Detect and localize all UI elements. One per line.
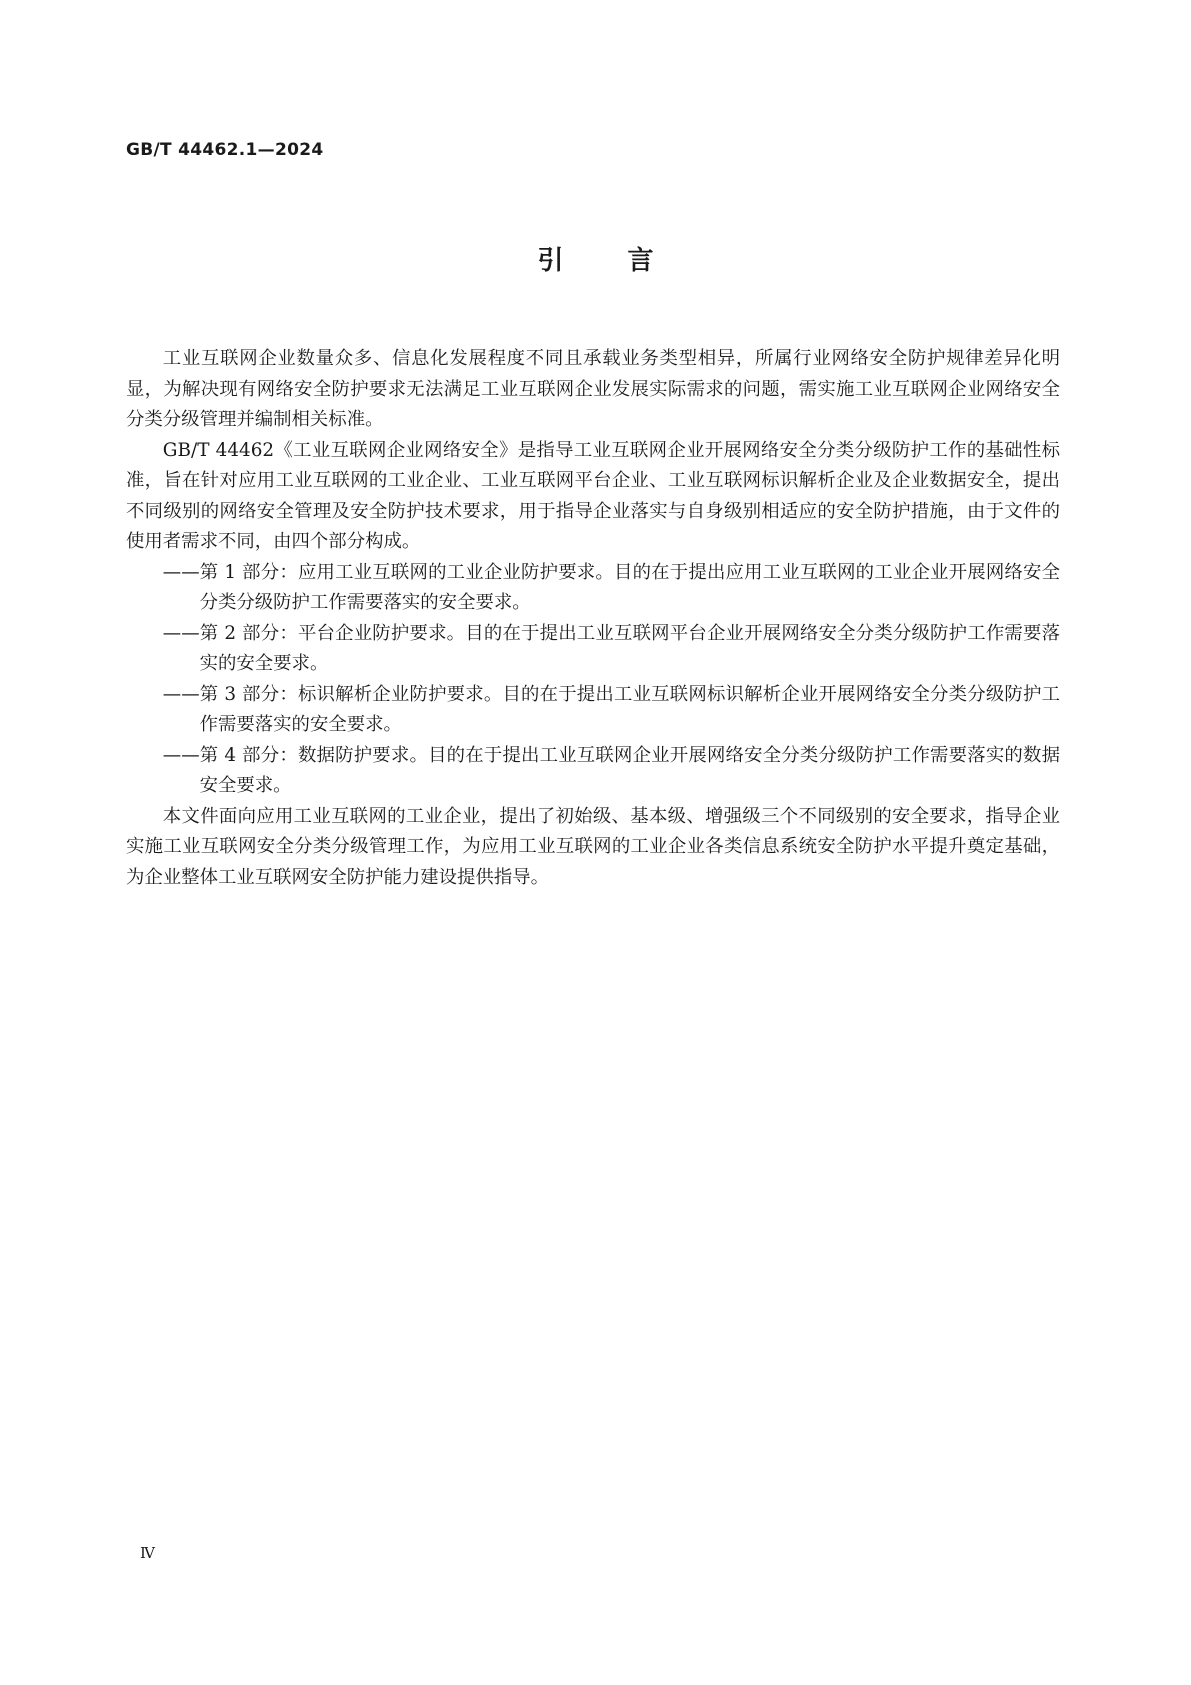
page-title: 引言 <box>537 246 718 276</box>
standard-code: GB/T 44462.1—2024 <box>126 140 324 160</box>
page-number: Ⅳ <box>140 1544 155 1562</box>
list-item: ——第 1 部分：应用工业互联网的工业企业防护要求。目的在于提出应用工业互联网的工业企业开展网络安全分类分级防护工作需要落实的安全要求。 <box>162 561 1060 613</box>
list-item: ——第 3 部分：标识解析企业防护要求。目的在于提出工业互联网标识解析企业开展网络安全分类分级防护工作需要落实的安全要求。 <box>162 683 1060 735</box>
list-item: ——第 2 部分：平台企业防护要求。目的在于提出工业互联网平台企业开展网络安全分类分级防护工作需要落实的安全要求。 <box>162 622 1060 674</box>
paragraph: 工业互联网企业数量众多、信息化发展程度不同且承载业务类型相异，所属行业网络安全防护规律差异化明显，为解决现有网络安全防护要求无法满足工业互联网企业发展实际需求的问题，需实施工业互联网企业网络安全分类分级管理并编制相关标准。 <box>126 348 1060 430</box>
paragraph: GB/T 44462《工业互联网企业网络安全》是指导工业互联网企业开展网络安全分类分级防护工作的基础性标准，旨在针对应用工业互联网的工业企业、工业互联网平台企业、工业互联网标识解析企业及企业数据安全，提出不同级别的网络安全管理及安全防护技术要求，用于指导企业落实与自身级别相适应的安全防护措施，由于文件的使用者需求不同，由四个部分构成。 <box>126 439 1060 552</box>
document-body <box>126 344 1060 893</box>
list-item: ——第 4 部分：数据防护要求。目的在于提出工业互联网企业开展网络安全分类分级防护工作需要落实的数据安全要求。 <box>162 744 1060 796</box>
paragraph: 本文件面向应用工业互联网的工业企业，提出了初始级、基本级、增强级三个不同级别的安全要求，指导企业实施工业互联网安全分类分级管理工作，为应用工业互联网的工业企业各类信息系统安全防护水平提升奠定基础，为企业整体工业互联网安全防护能力建设提供指导。 <box>126 805 1060 888</box>
